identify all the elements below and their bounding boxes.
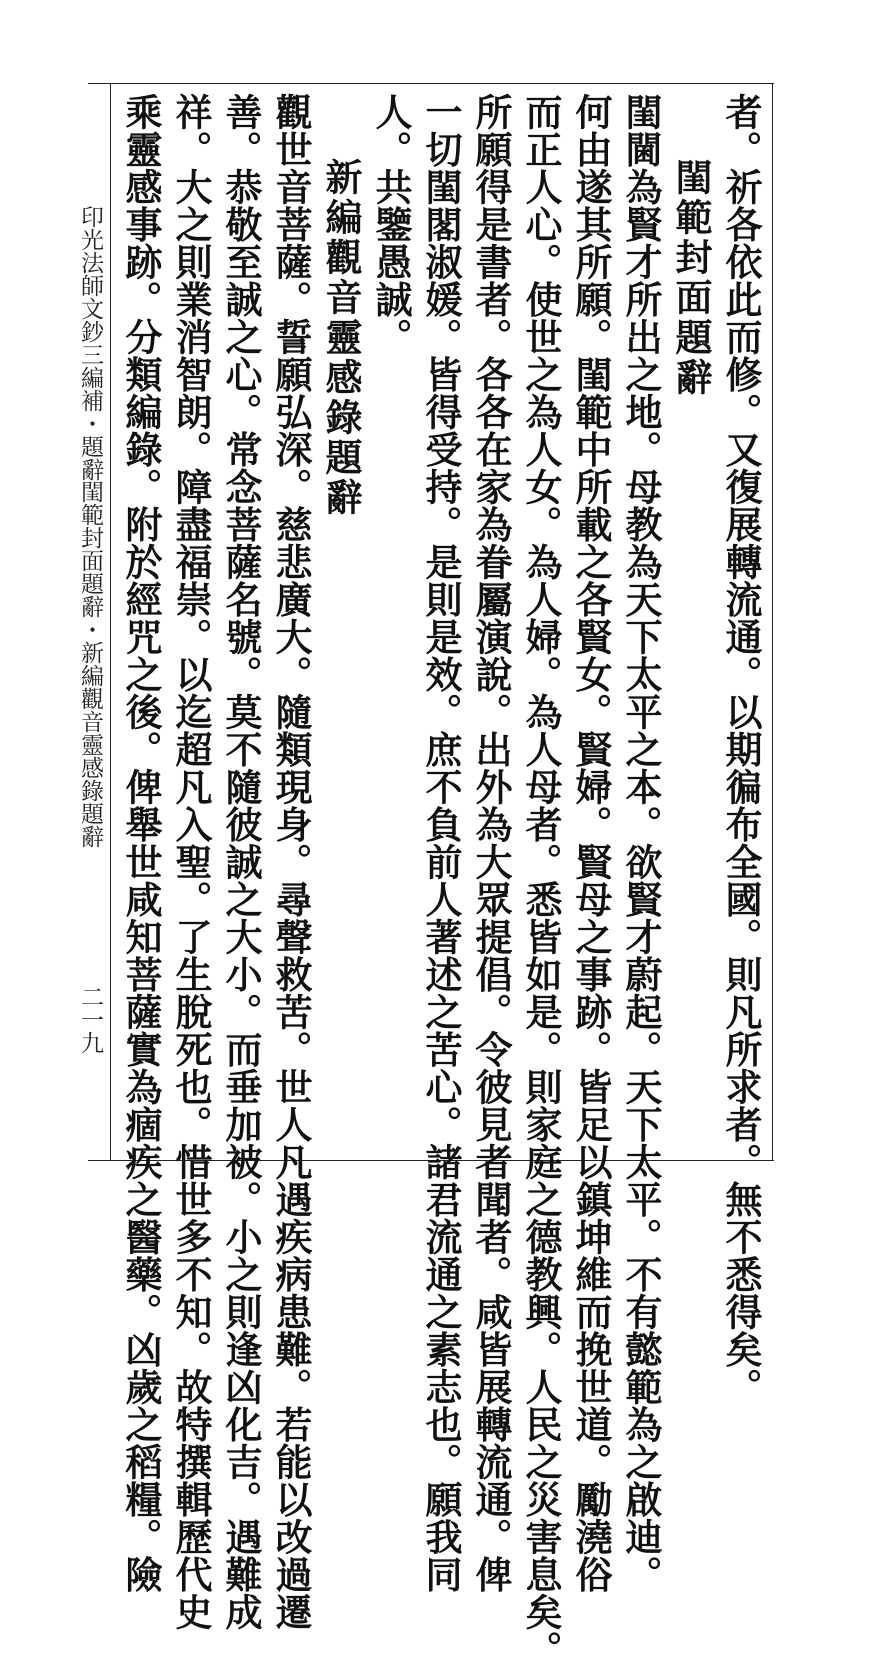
frame-top-rule (88, 83, 774, 84)
text-column-12: 祥。大之則業消智朗。障盡福崇。以迄超凡入聖。了生脫死也。惜世多不知。故特撰輯歷代史 (169, 93, 213, 1631)
text-column-8: 人。共鑒愚誠。 (369, 93, 413, 356)
frame-left-rule (110, 83, 111, 1161)
text-column-3: 閨閫為賢才所出之地。母教為天下太平之本。欲賢才蔚起。天下太平。不有懿範為之啟迪。 (619, 93, 663, 1593)
margin-book-title: 印光法師文鈔三編補・題辭 (77, 205, 103, 481)
heading-guanyin: 新編觀音靈感錄題辭 (319, 158, 363, 518)
text-column-1: 者。祈各依此而修。又復展轉流通。以期徧布全國。則凡所求者。無不悉得矣。 (719, 93, 763, 1406)
text-column-7: 一切閨閣淑媛。皆得受持。是則是效。庶不負前人著述之苦心。諸君流通之素志也。願我同 (419, 93, 463, 1593)
frame-right-rule (772, 83, 773, 1161)
margin-page-number: 二一九 (77, 985, 103, 1054)
text-column-13: 乘靈感事跡。分類編錄。附於經咒之後。俾舉世咸知菩薩實為痼疾之醫藥。凶歲之稻糧。險 (119, 93, 163, 1593)
text-column-10: 觀世音菩薩。誓願弘深。慈悲廣大。隨類現身。尋聲救苦。世人凡遇疾病患難。若能以改過遷 (269, 93, 313, 1631)
text-column-5: 而正人心。使世之為人女。為人婦。為人母者。悉皆如是。則家庭之德教興。人民之災害息矣。 (519, 93, 563, 1668)
margin-section-title: 閨範封面題辭・新編觀音靈感錄題辭 (77, 480, 103, 848)
text-column-11: 善。恭敬至誠之心。常念菩薩名號。莫不隨彼誠之大小。而垂加被。小之則逢凶化吉。遇難成 (219, 93, 263, 1631)
text-column-6: 所願得是書者。各各在家為眷屬演說。出外為大眾提倡。令彼見者聞者。咸皆展轉流通。俾 (469, 93, 513, 1593)
heading-guifan: 閨範封面題辭 (669, 158, 713, 398)
text-column-4: 何由遂其所願。閨範中所載之各賢女。賢婦。賢母之事跡。皆足以鎮坤維而挽世道。勵澆俗 (569, 93, 613, 1593)
